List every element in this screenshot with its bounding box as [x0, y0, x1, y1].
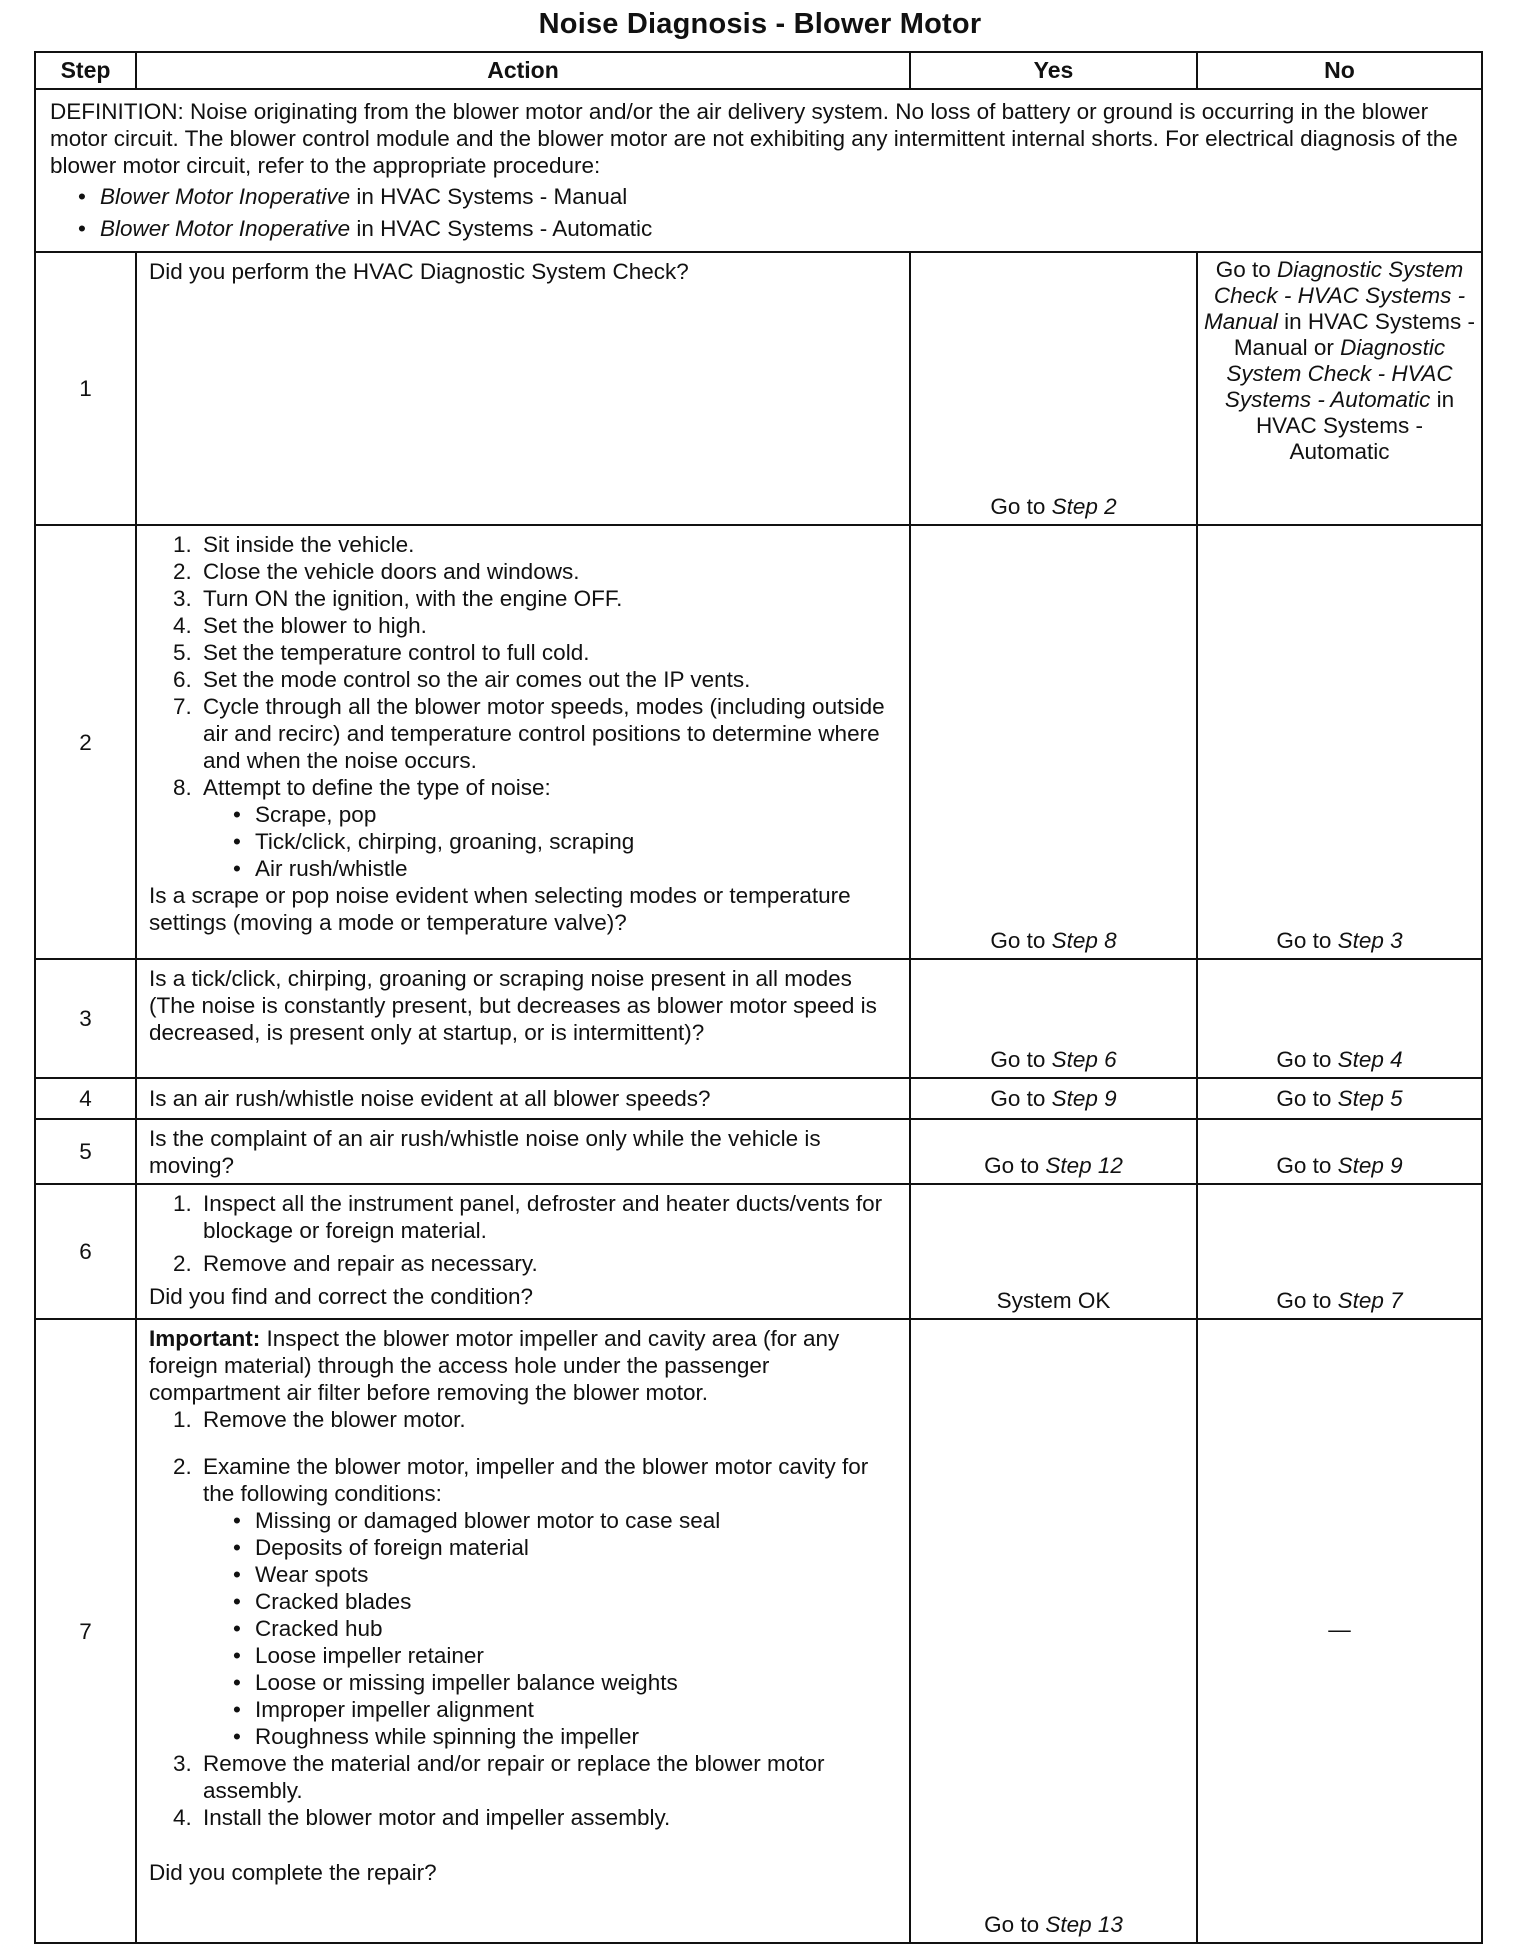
step-number: 6 [35, 1184, 136, 1319]
list-item: 1. Sit inside the vehicle. [173, 532, 415, 557]
question-text: Did you find and correct the condition? [149, 1284, 533, 1309]
yes-cell: Go to Step 2 [910, 252, 1197, 525]
list-item: 4. Install the blower motor and impeller assembly. [173, 1805, 671, 1830]
list-item: 2. Close the vehicle doors and windows. [173, 559, 580, 584]
action-cell [136, 1119, 910, 1184]
step-link[interactable]: Step 4 [1337, 1047, 1403, 1072]
table-row [35, 525, 1482, 959]
list-item: 3. Turn ON the ignition, with the engine OFF. [173, 586, 623, 611]
no-cell: Go to Step 3 [1197, 525, 1482, 959]
important-label: Important: [149, 1326, 261, 1351]
no-cell: Go to Step 5 [1197, 1078, 1482, 1119]
condition-list [203, 1507, 899, 1750]
header-no: No [1197, 52, 1482, 89]
list-item: • Missing or damaged blower motor to case seal [233, 1507, 899, 1534]
procedure-list [149, 531, 899, 882]
page-title: Noise Diagnosis - Blower Motor [538, 8, 982, 40]
procedure-link[interactable]: Diagnostic System Check - HVAC Systems - Manual [1204, 257, 1466, 334]
step-number: 7 [35, 1319, 136, 1943]
step-number: 3 [35, 959, 136, 1078]
step-link[interactable]: Step 12 [1045, 1153, 1123, 1178]
action-cell [136, 1078, 910, 1119]
list-item: • Scrape, pop [233, 801, 899, 828]
list-item: • Roughness while spinning the impeller [233, 1723, 899, 1750]
table-row [35, 1078, 1482, 1119]
action-cell [136, 959, 910, 1078]
procedure-link[interactable]: Diagnostic System Check - HVAC Systems - Automatic [1224, 335, 1453, 412]
list-item: • Improper impeller alignment [233, 1696, 899, 1723]
action-cell [136, 252, 910, 525]
list-item: 5. Set the temperature control to full cold. [173, 640, 590, 665]
yes-cell: Go to Step 12 [910, 1119, 1197, 1184]
procedure-list [149, 1406, 899, 1831]
list-item: • Loose impeller retainer [233, 1642, 899, 1669]
table-row [35, 1319, 1482, 1943]
step-link[interactable]: Step 6 [1051, 1047, 1117, 1072]
list-item: 2. Remove and repair as necessary. [173, 1251, 538, 1276]
question-text: Did you perform the HVAC Diagnostic System Check? [149, 259, 689, 284]
list-item: • Tick/click, chirping, groaning, scraping [233, 828, 899, 855]
list-item: • Loose or missing impeller balance weights [233, 1669, 899, 1696]
action-cell [136, 525, 910, 959]
no-cell: Go to Step 7 [1197, 1184, 1482, 1319]
list-item: 1. Inspect all the instrument panel, defroster and heater ducts/vents for blockage or foreign material. [173, 1191, 883, 1243]
definition-ref: • Blower Motor Inoperative in HVAC Systems - Automatic [78, 215, 1467, 242]
step-link[interactable]: Step 13 [1045, 1912, 1123, 1937]
question-text: Is a tick/click, chirping, groaning or scraping noise present in all modes (The noise is constantly present, but decreases as blower motor speed is decreased, is present only at startup, or is intermittent)? [149, 966, 877, 1045]
no-cell: Go to Diagnostic System Check - HVAC Systems - Manual in HVAC Systems - Manual or Diagnostic System Check - HVAC Systems - Automatic in HVAC Systems - Automatic [1197, 252, 1482, 525]
list-item: • Cracked blades [233, 1588, 899, 1615]
step-link[interactable]: Step 8 [1051, 928, 1117, 953]
no-cell: Go to Step 4 [1197, 959, 1482, 1078]
list-item: • Wear spots [233, 1561, 899, 1588]
step-number: 5 [35, 1119, 136, 1184]
definition-text: DEFINITION: Noise originating from the blower motor and/or the air delivery system. No loss of battery or ground is occurring in the blower motor circuit. The blower control module and the blower motor are not exhibiting any intermittent internal shorts. For electrical diagnosis of the blower motor circuit, refer to the appropriate procedure: [50, 99, 1458, 178]
list-item: 6. Set the mode control so the air comes out the IP vents. [173, 667, 751, 692]
yes-cell: System OK [910, 1184, 1197, 1319]
question-text: Is the complaint of an air rush/whistle noise only while the vehicle is moving? [149, 1126, 821, 1178]
list-item: • Deposits of foreign material [233, 1534, 899, 1561]
diagnosis-table [34, 51, 1483, 1944]
yes-cell: Go to Step 13 [910, 1319, 1197, 1943]
question-text: Did you complete the repair? [149, 1860, 437, 1885]
yes-cell: Go to Step 6 [910, 959, 1197, 1078]
header-yes: Yes [910, 52, 1197, 89]
list-item: • Air rush/whistle [233, 855, 899, 882]
list-item: 3. Remove the material and/or repair or replace the blower motor assembly. [173, 1751, 825, 1803]
list-item: 2. Examine the blower motor, impeller and the blower motor cavity for the following conditions: • Missing or damaged blower motor to case seal • Deposits of foreign material • Wear spots • Cracked blades • Cracked hub • Loose impeller retainer • Loose or missing impeller balance weights • Improper impeller alignment • Roughness while spinning the impeller [173, 1453, 899, 1750]
table-row [35, 1119, 1482, 1184]
no-cell: — [1197, 1319, 1482, 1943]
list-item: 7. Cycle through all the blower motor speeds, modes (including outside air and recirc) and temperature control positions to determine where and when the noise occurs. [173, 694, 885, 773]
action-cell [136, 1319, 910, 1943]
step-number: 4 [35, 1078, 136, 1119]
table-row [35, 1184, 1482, 1319]
list-item: 8. Attempt to define the type of noise: • Scrape, pop • Tick/click, chirping, groaning, scraping • Air rush/whistle [173, 774, 899, 882]
definition-refs [50, 183, 1467, 242]
header-step: Step [35, 52, 136, 89]
table-row [35, 252, 1482, 525]
noise-type-list [203, 801, 899, 882]
definition-ref: • Blower Motor Inoperative in HVAC Systems - Manual [78, 183, 1467, 210]
step-number: 2 [35, 525, 136, 959]
list-item: • Cracked hub [233, 1615, 899, 1642]
list-item: 1. Remove the blower motor. [173, 1407, 466, 1432]
list-item: 4. Set the blower to high. [173, 613, 427, 638]
definition-cell [35, 89, 1482, 252]
important-note: Important: Inspect the blower motor impeller and cavity area (for any foreign material) through the access hole under the passenger compartment air filter before removing the blower motor. [149, 1326, 840, 1405]
no-cell: Go to Step 9 [1197, 1119, 1482, 1184]
step-link[interactable]: Step 3 [1337, 928, 1403, 953]
step-number: 1 [35, 252, 136, 525]
step-link[interactable]: Step 9 [1337, 1153, 1403, 1178]
action-cell [136, 1184, 910, 1319]
definition-row [35, 89, 1482, 252]
question-text: Is an air rush/whistle noise evident at all blower speeds? [149, 1086, 711, 1111]
header-action: Action [136, 52, 910, 89]
header-row [35, 52, 1482, 89]
yes-cell: Go to Step 8 [910, 525, 1197, 959]
step-link[interactable]: Step 2 [1051, 494, 1117, 519]
step-link[interactable]: Step 5 [1337, 1086, 1403, 1111]
yes-cell: Go to Step 9 [910, 1078, 1197, 1119]
step-link[interactable]: Step 9 [1051, 1086, 1117, 1111]
question-text: Is a scrape or pop noise evident when selecting modes or temperature settings (moving a mode or temperature valve)? [149, 883, 851, 935]
table-row [35, 959, 1482, 1078]
step-link[interactable]: Step 7 [1337, 1288, 1403, 1313]
procedure-list [149, 1190, 899, 1277]
